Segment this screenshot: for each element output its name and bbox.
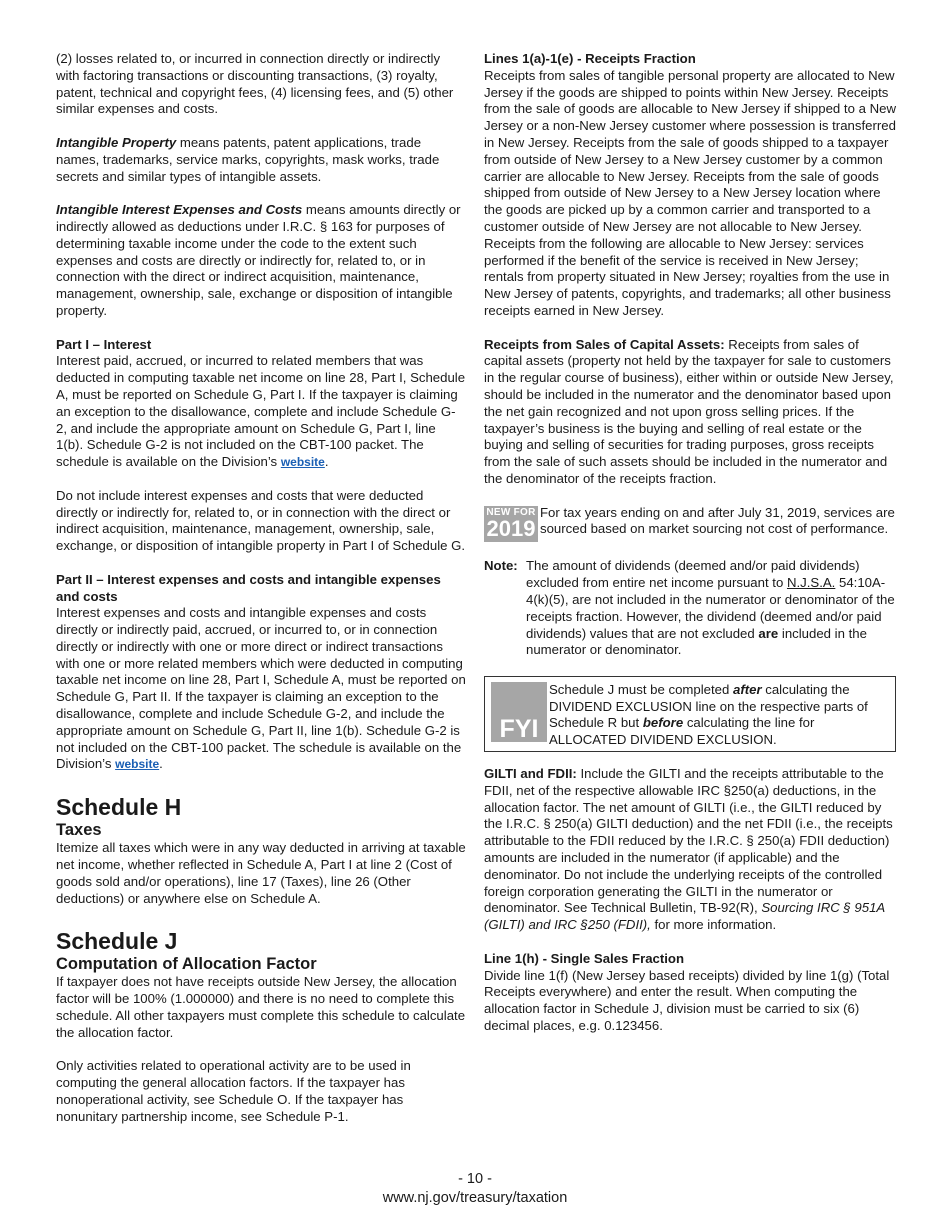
- new-for-2019-badge: [484, 506, 538, 542]
- left-column: [56, 51, 466, 1126]
- note-text-c: included in the numerator or denominator.: [526, 625, 867, 658]
- page-number: - 10 -: [458, 1171, 492, 1187]
- intro-paragraph: (2) losses related to, or incurred in connection directly or indirectly with factoring transactions or discounting transactions, (3) royalty, patent, technical and copyright fees, (4) licensing fees, and (5) other similar expenses and costs.: [56, 51, 454, 117]
- new-for-2019-callout: [484, 505, 896, 542]
- schedule-j-title: Schedule J: [56, 928, 178, 955]
- schedule-h-title: Schedule H: [56, 794, 182, 821]
- intangible-property-paragraph: [56, 135, 466, 185]
- schedule-j-paragraph-2: Only activities related to operational activity are to be used in computing the general allocation factors. If the taxpayer has nonoperational activity, see Schedule O. If the taxpayer has nonunitary partnership income, see Schedule P-1.: [56, 1058, 411, 1124]
- intangible-property-def: means patents, patent applications, trade names, trademarks, service marks, copyrights, mask works, trade secrets and similar types of intangible assets.: [56, 134, 440, 184]
- fyi-box: [484, 676, 896, 752]
- new-badge-label: NEW FOR: [486, 507, 536, 519]
- fyi-badge: FYI: [491, 682, 547, 742]
- gilti-tail: for more information.: [650, 917, 777, 933]
- part1-text: Interest paid, accrued, or incurred to related members that was deducted in computing taxable net income on line 28, Part I, Schedule A, must be reported on Schedule G, Part I. If the taxpayer is claiming an exception to the disallowance, complete and include Schedule G-2, and include the appropriate amount on Schedule G, Part I, line 1(b). Schedule G-2 is not included on the CBT-100 packet. The schedule is available on the Division’s: [56, 353, 466, 470]
- receipts-fraction-heading: Lines 1(a)-1(e) - Receipts Fraction: [484, 51, 696, 66]
- part1-paragraph-2: Do not include interest expenses and costs that were deducted directly or indirectly for, related to, or in connection with the direct or indirect acquisition, maintenance, management, ownership, sale, exchange, or disposition of intangible property in Part I of Schedule G.: [56, 487, 466, 554]
- intangible-interest-def: means amounts directly or indirectly allowed as deductions under I.R.C. § 163 for purposes of determining taxable income under the code to the extent such expenses and costs are directly or indirectly for, related to, or in connection with the direct or indirect acquisition, maintenance, management, ownership, sale, exchange or disposition of intangible property.: [56, 202, 461, 318]
- part2-heading: Part II – Interest expenses and costs and intangible expenses and costs: [56, 571, 441, 604]
- part2-text: Interest expenses and costs and intangible expenses and costs directly or indirectly paid, accrued, or incurred to, or in connection directly or indirectly with one or more direct or indirect transactions with one or more related members which were deducted in computing taxable net income on line 28, Part I, Schedule A, must be reported on Schedule G, Part II. If the taxpayer is claiming an exception to the disallowance, complete and include Schedule G-2, and include the appropriate amount on Schedule G, Part II, line 1(b). Schedule G-2 is not included on the CBT-100 packet. The schedule is available on the Division’s: [56, 605, 466, 772]
- part1-heading: Part I – Interest: [56, 336, 152, 352]
- fyi-text-a: Schedule J must be completed: [549, 681, 733, 697]
- website-link-2[interactable]: website: [115, 757, 160, 772]
- gilti-text: Include the GILTI and the receipts attributable to the FDII, net of the respective allowable IRC §250(a) deductions, in the allocation factor. The net amount of GILTI (i.e., the GILTI reduced by the I.R.C. § 250(a) GILTI deduction) and the net FDII (i.e., the receipts attributable to the FDII reduced by the I.R.C. § 250(a) FDII deduction) amounts are included in the numerator (if applicable) and the denominator. Do not include the underlying receipts of the controlled foreign corporation generating the GILTI in the numerator or denominator. See Technical Bulletin, TB-92(R),: [484, 766, 893, 916]
- capital-assets-term: Receipts from Sales of Capital Assets:: [484, 336, 725, 352]
- note-text: [526, 558, 896, 659]
- gilti-term: GILTI and FDII:: [484, 766, 577, 782]
- part1-paragraph: Interest paid, accrued, or incurred to related members that was deducted in computing taxable net income on line 28, Part I, Schedule A, must be reported on Schedule G, Part I. If the taxpayer is claiming an exception to the disallowance, complete and include Schedule G-2, and include the appropriate amount on Schedule G, Part I, line 1(b). Schedule G-2 is not included on the CBT-100 packet. The schedule is available on the Division’s website.: [56, 353, 466, 470]
- line-1h-paragraph: Divide line 1(f) (New Jersey based receipts) divided by line 1(g) (Total Receipts everywhere) and enter the result. When computing the allocation factor in Schedule J, division must be carried to six (6) decimal places, e.g. 0.123456.: [484, 967, 890, 1034]
- note-statute: N.J.S.A.: [786, 575, 836, 591]
- new-for-2019-text: For tax years ending on and after July 31, 2019, services are sourced based on market sourcing not cost of performance.: [540, 504, 895, 537]
- gilti-bulletin-title: Sourcing IRC § 951A (GILTI) and IRC §250 (FDII),: [484, 900, 885, 933]
- new-badge-year: 2019: [486, 516, 536, 542]
- intangible-interest-term: Intangible Interest Expenses and Costs: [56, 202, 303, 218]
- note-text-b: 54:10A-4(k)(5), are not included in the numerator or denominator of the receipts fraction. However, the dividend (deemed and/or paid dividends) values that are not excluded: [526, 575, 895, 641]
- fyi-text: [549, 682, 889, 749]
- intangible-property-term: Intangible Property: [56, 134, 177, 150]
- fyi-before: before: [642, 715, 684, 731]
- schedule-h-paragraph: Itemize all taxes which were in any way deducted in arriving at taxable net income, whether reflected in Schedule A, Part I at line 2 (Cost of goods sold and/or operations), line 17 (Taxes), line 26 (Other deductions) or anywhere else on Schedule A.: [56, 840, 466, 906]
- part2-paragraph: Interest expenses and costs and intangible expenses and costs directly or indirectly paid, accrued, or incurred to, or in connection directly or indirectly with one or more direct or indirect transactions with one or more related members which were deducted in computing taxable net income on line 28, Part I, Schedule A, must be reported on Schedule G, Part II. If the taxpayer is claiming an exception to the disallowance, complete and include Schedule G-2, and include the appropriate amount on Schedule G, Part II, line 1(b). Schedule G-2 is not included on the CBT-100 packet. The schedule is available on the Division’s website.: [56, 605, 466, 772]
- fyi-text-b: calculating the DIVIDEND EXCLUSION line on the respective parts of Schedule R but: [549, 681, 868, 731]
- intangible-interest-paragraph: [56, 202, 466, 320]
- right-column: [484, 51, 896, 1035]
- fyi-after: after: [733, 681, 762, 697]
- note-label: Note:: [484, 558, 518, 574]
- capital-assets-paragraph: [484, 337, 896, 488]
- schedule-h-subtitle: Taxes: [56, 821, 102, 840]
- fyi-text-c: calculating the line for ALLOCATED DIVIDEND EXCLUSION.: [549, 715, 815, 748]
- note-text-a: The amount of dividends (deemed and/or paid dividends) excluded from entire net income pursuant to: [526, 558, 860, 591]
- note-block: [484, 558, 896, 659]
- capital-assets-text: Receipts from sales of capital assets (property not held by the taxpayer for sale to customers in the regular course of business), either within or outside New Jersey, should be included in the numerator and the denominator based upon the net gain recognized and not upon gross selling prices. If the taxpayer’s business is the buying and selling of real estate or the buying and selling of securities for trading purposes, gross receipts from the sale of such assets should be included in the numerator and the denominator of the receipts fraction.: [484, 336, 894, 486]
- gilti-paragraph: [484, 766, 896, 934]
- schedule-j-subtitle: Computation of Allocation Factor: [56, 955, 317, 974]
- schedule-j-paragraph-1: If taxpayer does not have receipts outside New Jersey, the allocation factor will be 100% (1.000000) and there is no need to complete this schedule. All other taxpayers must complete this schedule to calculate the allocation factor.: [56, 974, 466, 1040]
- footer-url: www.nj.gov/treasury/taxation: [382, 1190, 568, 1206]
- receipts-fraction-paragraph: Receipts from sales of tangible personal property are allocated to New Jersey if the goods are shipped to points within New Jersey. Receipts from the sale of goods are allocable to New Jersey if shipped to a New Jersey or a non-New Jersey customer where possession is transferred in New Jersey. Receipts from the sale of goods shipped to a taxpayer from outside of New Jersey to a New Jersey customer by a common carrier are allocable to New Jersey. Receipts from the sale of goods shipped from outside of New Jersey to a New Jersey location where the goods are picked up by a common carrier and transported to a customer outside of New Jersey are not allocable to New Jersey. Receipts from the following are allocable to New Jersey: services performed if the benefit of the service is received in New Jersey; rentals from property situated in New Jersey; royalties from the use in New Jersey of patents, copyrights, and trademarks; all other business receipts earned in New Jersey.: [484, 67, 896, 318]
- note-are: are: [758, 625, 779, 641]
- website-link[interactable]: website: [280, 455, 325, 470]
- line-1h-heading: Line 1(h) - Single Sales Fraction: [484, 950, 685, 966]
